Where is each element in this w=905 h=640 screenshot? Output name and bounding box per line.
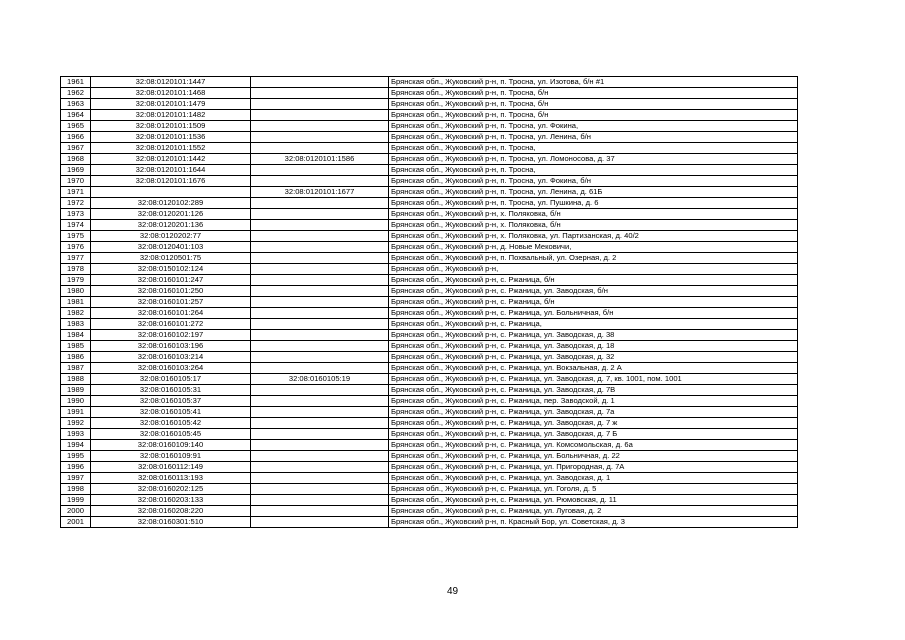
secondary-cadastral-number-cell: 32:08:0160105:19 [251, 374, 389, 385]
cadastral-number-cell: 32:08:0160105:31 [91, 385, 251, 396]
secondary-cadastral-number-cell [251, 462, 389, 473]
secondary-cadastral-number-cell [251, 473, 389, 484]
cadastral-number-cell: 32:08:0160105:45 [91, 429, 251, 440]
row-number-cell: 1996 [61, 462, 91, 473]
secondary-cadastral-number-cell [251, 198, 389, 209]
row-number-cell: 1997 [61, 473, 91, 484]
address-cell: Брянская обл., Жуковский р-н, с. Ржаница, [389, 319, 798, 330]
table-row [61, 429, 798, 440]
secondary-cadastral-number-cell [251, 165, 389, 176]
address-cell: Брянская обл., Жуковский р-н, п. Тросна, ул. Изотова, б/н #1 [389, 77, 798, 88]
address-cell: Брянская обл., Жуковский р-н, с. Ржаница, ул. Больничная, д. 22 [389, 451, 798, 462]
table-row [61, 363, 798, 374]
table-row [61, 132, 798, 143]
cadastral-number-cell: 32:08:0160208:220 [91, 506, 251, 517]
table-row [61, 286, 798, 297]
table-row [61, 473, 798, 484]
secondary-cadastral-number-cell [251, 275, 389, 286]
address-cell: Брянская обл., Жуковский р-н, с. Ржаница, б/н [389, 275, 798, 286]
cadastral-number-cell: 32:08:0160109:91 [91, 451, 251, 462]
address-cell: Брянская обл., Жуковский р-н, д. Новые Мековичи, [389, 242, 798, 253]
cadastral-number-cell: 32:08:0160109:140 [91, 440, 251, 451]
cadastral-number-cell: 32:08:0120501:75 [91, 253, 251, 264]
cadastral-number-cell: 32:08:0120101:1644 [91, 165, 251, 176]
table-row [61, 88, 798, 99]
row-number-cell: 1975 [61, 231, 91, 242]
table-row [61, 352, 798, 363]
table-row [61, 396, 798, 407]
cadastral-number-cell: 32:08:0120401:103 [91, 242, 251, 253]
address-cell: Брянская обл., Жуковский р-н, с. Ржаница, ул. Комсомольская, д. 6а [389, 440, 798, 451]
secondary-cadastral-number-cell [251, 352, 389, 363]
secondary-cadastral-number-cell [251, 297, 389, 308]
secondary-cadastral-number-cell [251, 341, 389, 352]
page-number: 49 [446, 586, 459, 597]
table-row [61, 297, 798, 308]
row-number-cell: 1995 [61, 451, 91, 462]
row-number-cell: 1983 [61, 319, 91, 330]
table-row [61, 330, 798, 341]
address-cell: Брянская обл., Жуковский р-н, п. Похвальный, ул. Озерная, д. 2 [389, 253, 798, 264]
row-number-cell: 1991 [61, 407, 91, 418]
address-cell: Брянская обл., Жуковский р-н, с. Ржаница, ул. Заводская, д. 38 [389, 330, 798, 341]
row-number-cell: 1992 [61, 418, 91, 429]
address-cell: Брянская обл., Жуковский р-н, п. Тросна, ул. Фокина, [389, 121, 798, 132]
table-row [61, 99, 798, 110]
row-number-cell: 1971 [61, 187, 91, 198]
secondary-cadastral-number-cell [251, 77, 389, 88]
table-row [61, 209, 798, 220]
table-row [61, 231, 798, 242]
row-number-cell: 1987 [61, 363, 91, 374]
secondary-cadastral-number-cell [251, 451, 389, 462]
cadastral-number-cell: 32:08:0160203:133 [91, 495, 251, 506]
address-cell: Брянская обл., Жуковский р-н, п. Тросна, ул. Ломоносова, д. 37 [389, 154, 798, 165]
table-row [61, 110, 798, 121]
row-number-cell: 1965 [61, 121, 91, 132]
cadastral-number-cell: 32:08:0120101:1509 [91, 121, 251, 132]
table-row [61, 143, 798, 154]
address-cell: Брянская обл., Жуковский р-н, с. Ржаница, ул. Рюмовская, д. 11 [389, 495, 798, 506]
table-row [61, 275, 798, 286]
address-cell: Брянская обл., Жуковский р-н, с. Ржаница, ул. Заводская, д. 1 [389, 473, 798, 484]
cadastral-number-cell: 32:08:0120102:289 [91, 198, 251, 209]
table-row [61, 451, 798, 462]
address-cell: Брянская обл., Жуковский р-н, п. Тросна, б/н [389, 88, 798, 99]
secondary-cadastral-number-cell: 32:08:0120101:1586 [251, 154, 389, 165]
cadastral-number-cell: 32:08:0160105:37 [91, 396, 251, 407]
address-cell: Брянская обл., Жуковский р-н, с. Ржаница, ул. Луговая, д. 2 [389, 506, 798, 517]
address-cell: Брянская обл., Жуковский р-н, п. Тросна, ул. Ленина, д. 61Б [389, 187, 798, 198]
address-cell: Брянская обл., Жуковский р-н, с. Ржаница, ул. Заводская, б/н [389, 286, 798, 297]
address-cell: Брянская обл., Жуковский р-н, с. Ржаница, ул. Заводская, д. 7, кв. 1001, пом. 1001 [389, 374, 798, 385]
address-cell: Брянская обл., Жуковский р-н, с. Ржаница, ул. Вокзальная, д. 2 А [389, 363, 798, 374]
row-number-cell: 2001 [61, 517, 91, 528]
row-number-cell: 1980 [61, 286, 91, 297]
secondary-cadastral-number-cell [251, 506, 389, 517]
secondary-cadastral-number-cell [251, 385, 389, 396]
secondary-cadastral-number-cell [251, 209, 389, 220]
cadastral-number-cell: 32:08:0160102:197 [91, 330, 251, 341]
row-number-cell: 1998 [61, 484, 91, 495]
address-cell: Брянская обл., Жуковский р-н, с. Ржаница, ул. Заводская, д. 18 [389, 341, 798, 352]
secondary-cadastral-number-cell [251, 121, 389, 132]
secondary-cadastral-number-cell [251, 253, 389, 264]
table-row [61, 187, 798, 198]
secondary-cadastral-number-cell [251, 319, 389, 330]
secondary-cadastral-number-cell [251, 110, 389, 121]
secondary-cadastral-number-cell [251, 440, 389, 451]
address-cell: Брянская обл., Жуковский р-н, с. Ржаница, ул. Заводская, д. 7 ж [389, 418, 798, 429]
cadastral-number-cell: 32:08:0120101:1447 [91, 77, 251, 88]
secondary-cadastral-number-cell [251, 484, 389, 495]
table-row [61, 198, 798, 209]
address-cell: Брянская обл., Жуковский р-н, [389, 264, 798, 275]
secondary-cadastral-number-cell [251, 88, 389, 99]
table-row [61, 506, 798, 517]
cadastral-number-cell: 32:08:0160103:264 [91, 363, 251, 374]
property-registry-table [60, 76, 798, 528]
secondary-cadastral-number-cell [251, 396, 389, 407]
row-number-cell: 1966 [61, 132, 91, 143]
cadastral-number-cell: 32:08:0120101:1676 [91, 176, 251, 187]
address-cell: Брянская обл., Жуковский р-н, с. Ржаница, ул. Больничная, б/н [389, 308, 798, 319]
address-cell: Брянская обл., Жуковский р-н, с. Ржаница, ул. Заводская, д. 32 [389, 352, 798, 363]
table-row [61, 517, 798, 528]
table-row [61, 253, 798, 264]
table-row [61, 374, 798, 385]
secondary-cadastral-number-cell [251, 176, 389, 187]
secondary-cadastral-number-cell [251, 132, 389, 143]
cadastral-number-cell: 32:08:0120101:1536 [91, 132, 251, 143]
row-number-cell: 1974 [61, 220, 91, 231]
secondary-cadastral-number-cell [251, 231, 389, 242]
address-cell: Брянская обл., Жуковский р-н, х. Поляковка, ул. Партизанская, д. 40/2 [389, 231, 798, 242]
row-number-cell: 1999 [61, 495, 91, 506]
secondary-cadastral-number-cell [251, 517, 389, 528]
secondary-cadastral-number-cell [251, 264, 389, 275]
table-row [61, 418, 798, 429]
table-row [61, 462, 798, 473]
table-row [61, 341, 798, 352]
row-number-cell: 1972 [61, 198, 91, 209]
address-cell: Брянская обл., Жуковский р-н, п. Тросна, [389, 165, 798, 176]
secondary-cadastral-number-cell [251, 242, 389, 253]
cadastral-number-cell [91, 187, 251, 198]
address-cell: Брянская обл., Жуковский р-н, п. Тросна, [389, 143, 798, 154]
table-row [61, 308, 798, 319]
cadastral-number-cell: 32:08:0160103:196 [91, 341, 251, 352]
secondary-cadastral-number-cell [251, 143, 389, 154]
table-row [61, 495, 798, 506]
cadastral-number-cell: 32:08:0150102:124 [91, 264, 251, 275]
cadastral-number-cell: 32:08:0120202:77 [91, 231, 251, 242]
secondary-cadastral-number-cell [251, 407, 389, 418]
secondary-cadastral-number-cell [251, 363, 389, 374]
address-cell: Брянская обл., Жуковский р-н, с. Ржаница, ул. Заводская, д. 7 Б [389, 429, 798, 440]
address-cell: Брянская обл., Жуковский р-н, с. Ржаница, пер. Заводской, д. 1 [389, 396, 798, 407]
row-number-cell: 1989 [61, 385, 91, 396]
table-row [61, 165, 798, 176]
row-number-cell: 1964 [61, 110, 91, 121]
row-number-cell: 1994 [61, 440, 91, 451]
row-number-cell: 1968 [61, 154, 91, 165]
row-number-cell: 1984 [61, 330, 91, 341]
row-number-cell: 1962 [61, 88, 91, 99]
secondary-cadastral-number-cell [251, 220, 389, 231]
row-number-cell: 1978 [61, 264, 91, 275]
registry-table-body [61, 77, 798, 528]
address-cell: Брянская обл., Жуковский р-н, с. Ржаница, ул. Заводская, д. 7В [389, 385, 798, 396]
cadastral-number-cell: 32:08:0160105:42 [91, 418, 251, 429]
row-number-cell: 2000 [61, 506, 91, 517]
secondary-cadastral-number-cell [251, 286, 389, 297]
cadastral-number-cell: 32:08:0160112:149 [91, 462, 251, 473]
address-cell: Брянская обл., Жуковский р-н, п. Тросна, б/н [389, 99, 798, 110]
row-number-cell: 1967 [61, 143, 91, 154]
address-cell: Брянская обл., Жуковский р-н, с. Ржаница, ул. Пригородная, д. 7А [389, 462, 798, 473]
table-row [61, 440, 798, 451]
address-cell: Брянская обл., Жуковский р-н, п. Тросна, ул. Ленина, б/н [389, 132, 798, 143]
cadastral-number-cell: 32:08:0120101:1482 [91, 110, 251, 121]
address-cell: Брянская обл., Жуковский р-н, с. Ржаница, ул. Гоголя, д. 5 [389, 484, 798, 495]
cadastral-number-cell: 32:08:0160101:247 [91, 275, 251, 286]
table-row [61, 242, 798, 253]
cadastral-number-cell: 32:08:0160113:193 [91, 473, 251, 484]
row-number-cell: 1993 [61, 429, 91, 440]
cadastral-number-cell: 32:08:0160101:250 [91, 286, 251, 297]
address-cell: Брянская обл., Жуковский р-н, п. Тросна, ул. Пушкина, д. 6 [389, 198, 798, 209]
row-number-cell: 1969 [61, 165, 91, 176]
secondary-cadastral-number-cell [251, 495, 389, 506]
cadastral-number-cell: 32:08:0160101:264 [91, 308, 251, 319]
row-number-cell: 1981 [61, 297, 91, 308]
table-row [61, 264, 798, 275]
address-cell: Брянская обл., Жуковский р-н, п. Красный Бор, ул. Советская, д. 3 [389, 517, 798, 528]
secondary-cadastral-number-cell [251, 330, 389, 341]
table-row [61, 385, 798, 396]
secondary-cadastral-number-cell [251, 99, 389, 110]
address-cell: Брянская обл., Жуковский р-н, п. Тросна, ул. Фокина, б/н [389, 176, 798, 187]
row-number-cell: 1977 [61, 253, 91, 264]
table-row [61, 121, 798, 132]
cadastral-number-cell: 32:08:0160202:125 [91, 484, 251, 495]
row-number-cell: 1961 [61, 77, 91, 88]
row-number-cell: 1963 [61, 99, 91, 110]
table-row [61, 484, 798, 495]
row-number-cell: 1985 [61, 341, 91, 352]
address-cell: Брянская обл., Жуковский р-н, с. Ржаница, ул. Заводская, д. 7а [389, 407, 798, 418]
table-row [61, 77, 798, 88]
table-row [61, 407, 798, 418]
row-number-cell: 1979 [61, 275, 91, 286]
secondary-cadastral-number-cell [251, 308, 389, 319]
cadastral-number-cell: 32:08:0120101:1468 [91, 88, 251, 99]
table-row [61, 154, 798, 165]
secondary-cadastral-number-cell [251, 418, 389, 429]
secondary-cadastral-number-cell: 32:08:0120101:1677 [251, 187, 389, 198]
cadastral-number-cell: 32:08:0160101:257 [91, 297, 251, 308]
table-row [61, 176, 798, 187]
table-row [61, 220, 798, 231]
cadastral-number-cell: 32:08:0120101:1442 [91, 154, 251, 165]
address-cell: Брянская обл., Жуковский р-н, х. Поляковка, б/н [389, 220, 798, 231]
row-number-cell: 1982 [61, 308, 91, 319]
row-number-cell: 1970 [61, 176, 91, 187]
cadastral-number-cell: 32:08:0160105:17 [91, 374, 251, 385]
cadastral-number-cell: 32:08:0160103:214 [91, 352, 251, 363]
cadastral-number-cell: 32:08:0160105:41 [91, 407, 251, 418]
table-row [61, 319, 798, 330]
cadastral-number-cell: 32:08:0160301:510 [91, 517, 251, 528]
row-number-cell: 1973 [61, 209, 91, 220]
row-number-cell: 1986 [61, 352, 91, 363]
address-cell: Брянская обл., Жуковский р-н, х. Поляковка, б/н [389, 209, 798, 220]
row-number-cell: 1990 [61, 396, 91, 407]
cadastral-number-cell: 32:08:0120101:1552 [91, 143, 251, 154]
cadastral-number-cell: 32:08:0120201:136 [91, 220, 251, 231]
cadastral-number-cell: 32:08:0120201:126 [91, 209, 251, 220]
secondary-cadastral-number-cell [251, 429, 389, 440]
address-cell: Брянская обл., Жуковский р-н, с. Ржаница, б/н [389, 297, 798, 308]
row-number-cell: 1976 [61, 242, 91, 253]
cadastral-number-cell: 32:08:0120101:1479 [91, 99, 251, 110]
address-cell: Брянская обл., Жуковский р-н, п. Тросна, б/н [389, 110, 798, 121]
cadastral-number-cell: 32:08:0160101:272 [91, 319, 251, 330]
row-number-cell: 1988 [61, 374, 91, 385]
